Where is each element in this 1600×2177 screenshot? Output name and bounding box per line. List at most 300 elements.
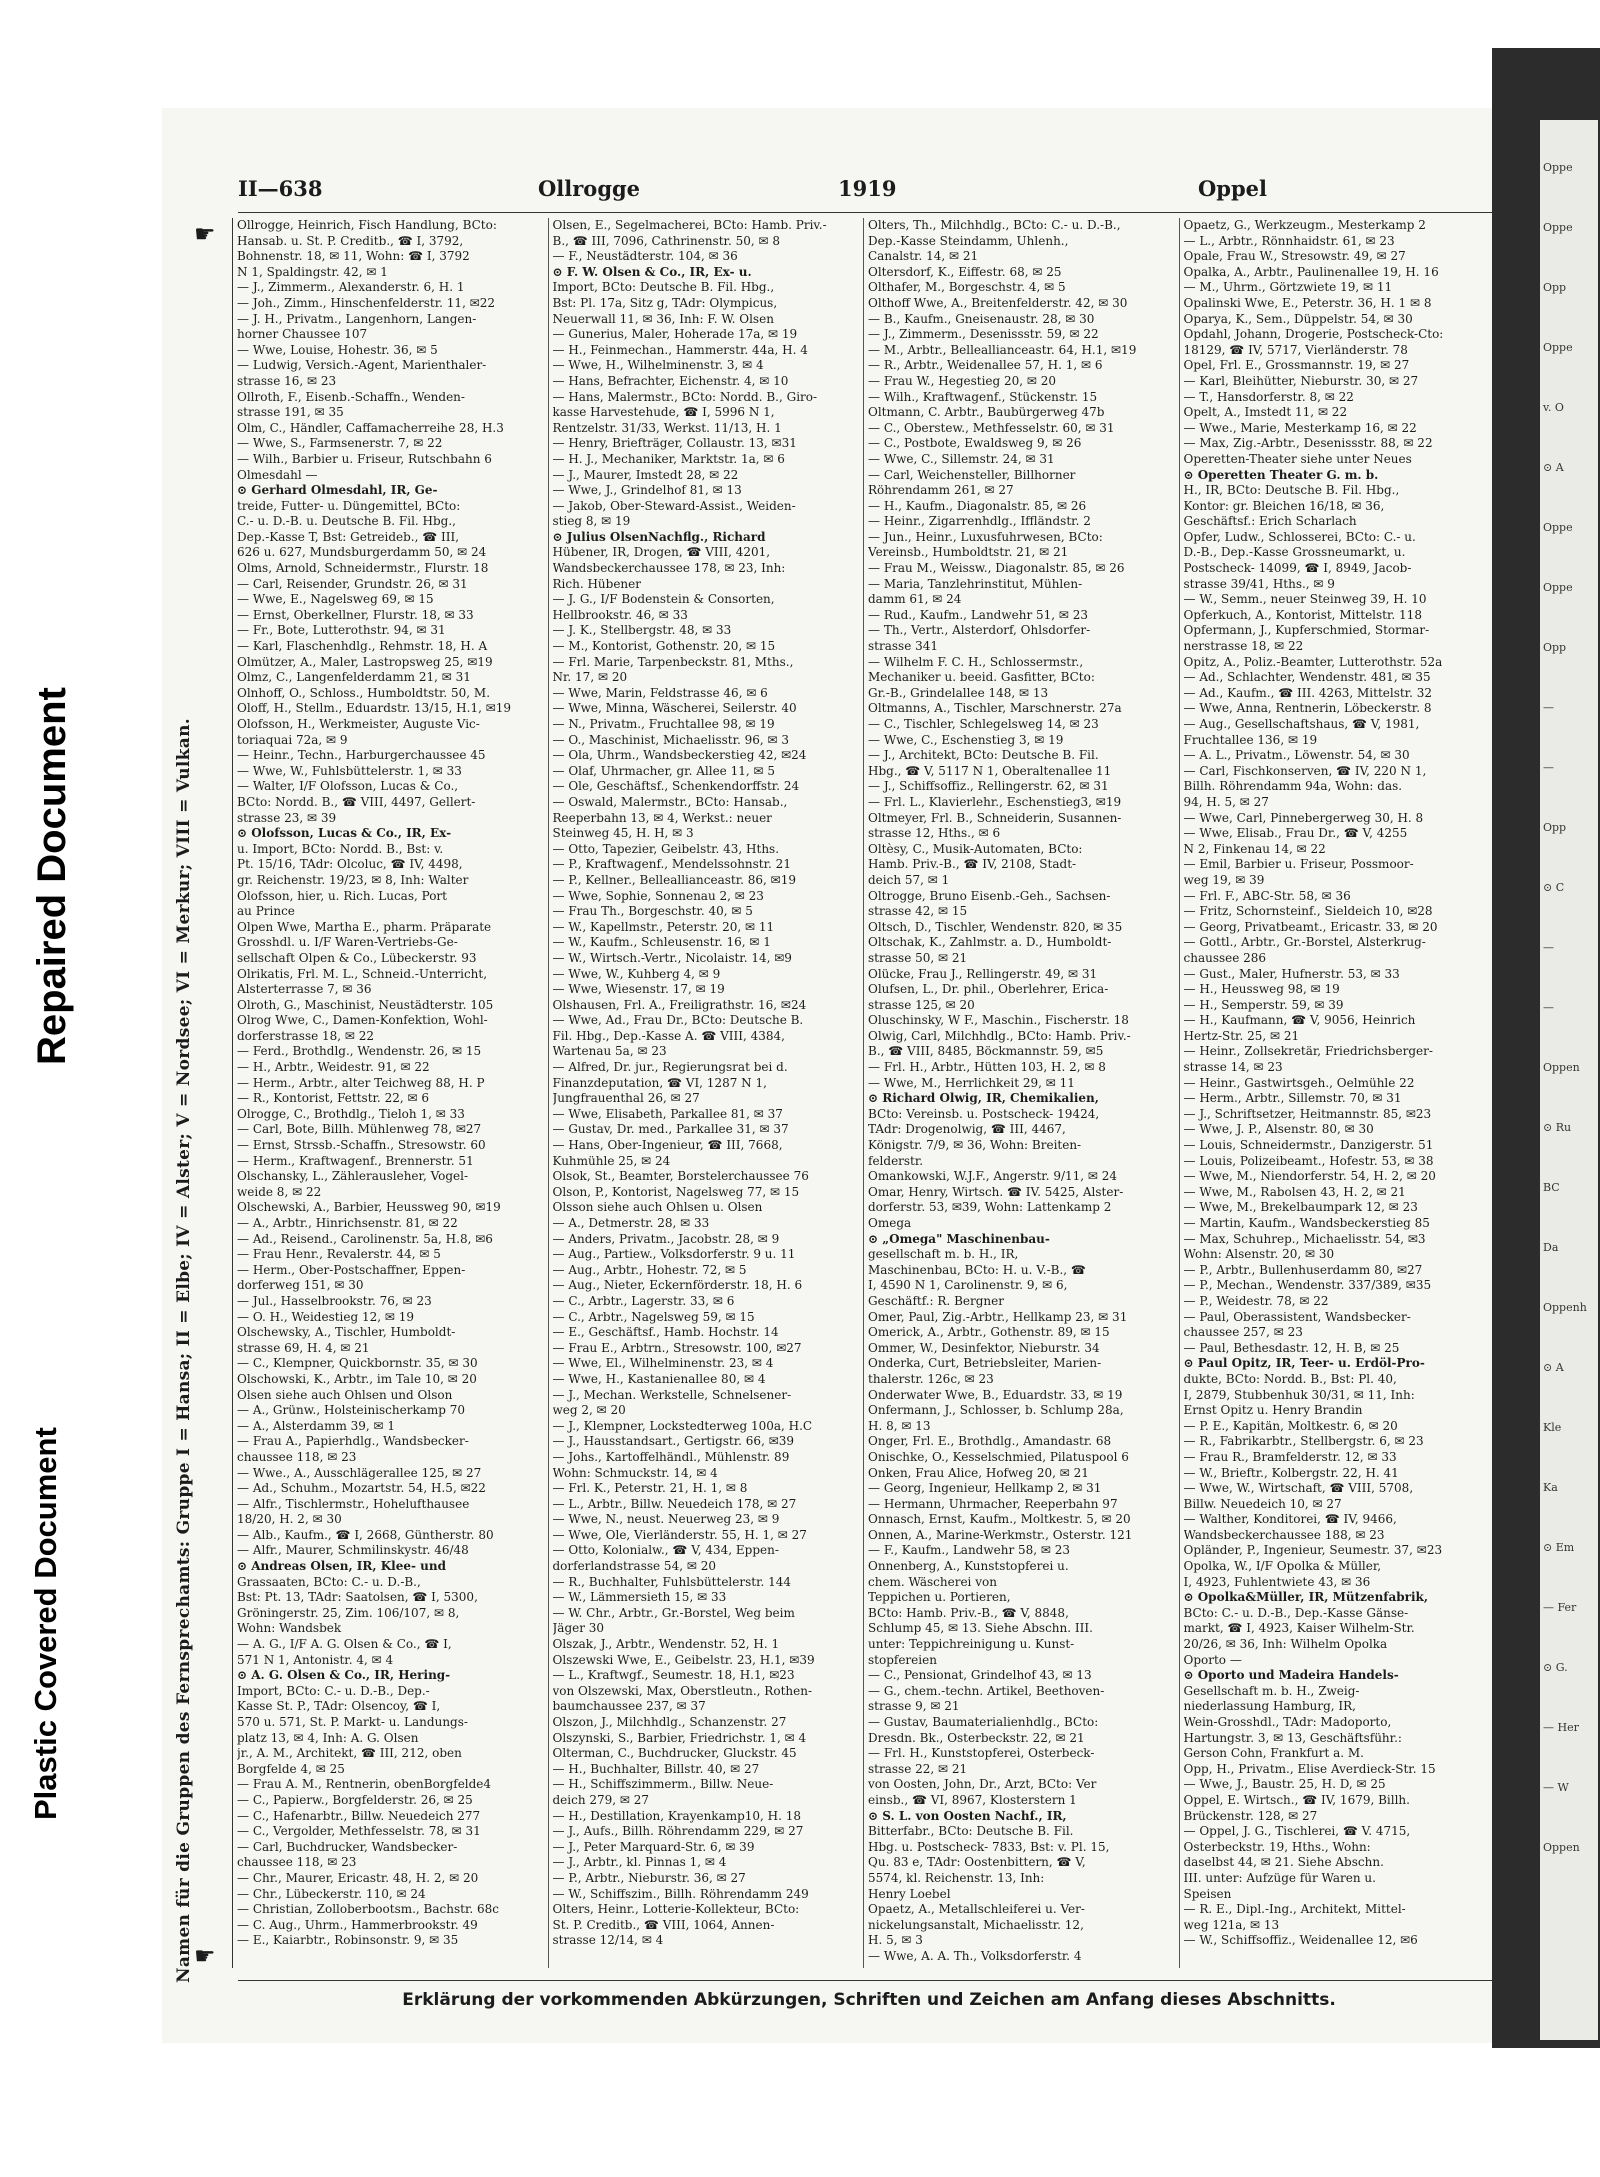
directory-entry: Oltèsy, C., Musik-Automaten, BCto: xyxy=(868,841,1083,856)
directory-entry: — Alb., Kaufm., ☎ I, 2668, Güntherstr. 80 xyxy=(237,1527,494,1542)
directory-entry: Oltschak, K., Zahlmstr. a. D., Humboldt- xyxy=(868,935,1112,950)
directory-entry: Olschowski, K., Arbtr., im Tale 10, ✉ 20 xyxy=(237,1371,477,1386)
directory-entry: Fil. Hbg., Dep.-Kasse A. ☎ VIII, 4384, xyxy=(552,1028,785,1043)
directory-entry: — M., Arbtr., Belleallianceastr. 64, H.1, ✉19 xyxy=(868,342,1137,357)
directory-entry: — J., Peter Marquard-Str. 6, ✉ 39 xyxy=(552,1839,755,1854)
directory-entry: Speisen xyxy=(1183,1886,1232,1901)
directory-entry: BCto: Hamb. Priv.-B., ☎ V, 8848, xyxy=(868,1605,1069,1620)
directory-entry: Olsok, St., Beamter, Borstelerchaussee 76 xyxy=(552,1169,809,1184)
directory-entry: Oltmeyer, Frl. B., Schneiderin, Susannen- xyxy=(868,810,1122,825)
directory-entry: — Wwe, H., Kastanienallee 80, ✉ 4 xyxy=(552,1371,766,1386)
directory-entry: N 1, Spaldingstr. 42, ✉ 1 xyxy=(237,264,388,279)
directory-entry: — H., Buchhalter, Billstr. 40, ✉ 27 xyxy=(552,1761,760,1776)
directory-entry: nerstrasse 18, ✉ 22 xyxy=(1183,639,1304,654)
directory-entry: III. unter: Aufzüge für Waren u. xyxy=(1183,1870,1376,1885)
directory-entry: ⊙ F. W. Olsen & Co., IR, Ex- u. xyxy=(552,264,752,279)
directory-entry: B., ☎ VIII, 8485, Böckmannstr. 59, ✉5 xyxy=(868,1044,1104,1059)
directory-entry: strasse 125, ✉ 20 xyxy=(868,997,975,1012)
directory-entry: I, 4590 N 1, Carolinenstr. 9, ✉ 6, xyxy=(868,1278,1068,1293)
directory-entry: Oloff, H., Stellm., Eduardstr. 13/15, H.1, ✉19 xyxy=(237,701,512,716)
directory-entry: Opelt, A., Imstedt 11, ✉ 22 xyxy=(1183,405,1348,420)
directory-entry: Jäger 30 xyxy=(552,1621,605,1636)
directory-entry: Hbg. u. Postscheck- 7833, Bst: v. Pl. 15, xyxy=(868,1839,1110,1854)
directory-entry: Hübener, IR, Drogen, ☎ VIII, 4201, xyxy=(552,545,771,560)
directory-entry: — Wwe, Elisab., Frau Dr., ☎ V, 4255 xyxy=(1183,826,1408,841)
directory-entry: von Olszewski, Max, Oberstleutn., Rothen- xyxy=(552,1683,813,1698)
directory-entry: — Wwe, El., Wilhelminenstr. 23, ✉ 4 xyxy=(552,1356,774,1371)
directory-entry: — L., Arbtr., Rönnhaidstr. 61, ✉ 23 xyxy=(1183,233,1395,248)
directory-entry: Oporto — xyxy=(1183,1652,1242,1667)
directory-entry: Oltrogge, Bruno Eisenb.-Geh., Sachsen- xyxy=(868,888,1111,903)
directory-entry: — Ad., Schuhm., Mozartstr. 54, H.5, ✉22 xyxy=(237,1481,486,1496)
directory-entry: Olszon, J., Milchhdlg., Schanzenstr. 27 xyxy=(552,1715,787,1729)
directory-entry: Olszewski Wwe, E., Geibelstr. 23, H.1, ✉39 xyxy=(552,1652,815,1667)
directory-entry: Onischke, O., Kesselschmied, Pilatuspool 6 xyxy=(868,1449,1129,1464)
directory-entry: Teppichen u. Portieren, xyxy=(868,1590,1011,1605)
directory-entry: Gröningerstr. 25, Zim. 106/107, ✉ 8, xyxy=(237,1605,460,1620)
directory-entry: — Wwe, W., Fuhlsbüttelerstr. 1, ✉ 33 xyxy=(237,763,462,778)
directory-entry: chaussee 257, ✉ 23 xyxy=(1183,1325,1303,1340)
directory-entry: — Frau M., Weissw., Diagonalstr. 85, ✉ 26 xyxy=(868,561,1125,576)
directory-entry: Opfermann, J., Kupferschmied, Stormar- xyxy=(1183,623,1430,638)
directory-entry: Olshausen, Frl. A., Freiligrathstr. 16, ✉24 xyxy=(552,997,807,1012)
directory-entry: Wohn: Alsenstr. 20, ✉ 30 xyxy=(1183,1247,1335,1262)
directory-entry: Billw. Neuedeich 10, ✉ 27 xyxy=(1183,1496,1342,1511)
directory-entry: Jungfrauenthal 26, ✉ 27 xyxy=(552,1091,700,1106)
directory-entry: Bitterfabr., BCto: Deutsche B. Fil. xyxy=(868,1824,1074,1839)
directory-entry: — W., Brieftr., Kolbergstr. 22, H. 41 xyxy=(1183,1465,1399,1480)
directory-entry: — A., Grünw., Holsteinischerkamp 70 xyxy=(237,1403,466,1418)
directory-entry: strasse 69, H. 4, ✉ 21 xyxy=(237,1340,370,1355)
directory-entry: — C., Tischler, Schlegelsweg 14, ✉ 23 xyxy=(868,717,1099,731)
directory-entry: Geschäftsf.: Erich Scharlach xyxy=(1183,514,1357,529)
adjacent-page-entry: Oppe xyxy=(1543,161,1573,174)
directory-entry: — R. E., Dipl.-Ing., Architekt, Mittel- xyxy=(1183,1902,1406,1917)
directory-entry: — Wwe, Marin, Feldstrasse 46, ✉ 6 xyxy=(552,685,768,700)
directory-entry: Olwig, Carl, Milchhdlg., BCto: Hamb. Priv.- xyxy=(868,1028,1131,1043)
directory-entry: — Olaf, Uhrmacher, gr. Allee 11, ✉ 5 xyxy=(552,763,775,778)
directory-entry: — Fr., Bote, Lutterothstr. 94, ✉ 31 xyxy=(237,623,446,638)
directory-columns xyxy=(232,218,1494,1968)
directory-entry: H. 5, ✉ 3 xyxy=(868,1933,923,1948)
directory-entry: — Hans, Befrachter, Eichenstr. 4, ✉ 10 xyxy=(552,373,789,388)
directory-entry: — Herm., Arbtr., alter Teichweg 88, H. P xyxy=(237,1075,485,1090)
repaired-document-label: Repaired Document xyxy=(30,687,74,1065)
directory-entry: — J., Arbtr., kl. Pinnas 1, ✉ 4 xyxy=(552,1855,727,1870)
directory-entry: H. 8, ✉ 13 xyxy=(868,1418,931,1433)
directory-entry: dukte, BCto: Nordd. B., Bst: Pl. 40, xyxy=(1183,1371,1397,1386)
directory-entry: — Fritz, Schornsteinf., Sieldeich 10, ✉28 xyxy=(1183,904,1433,919)
directory-entry: — Johs., Kartoffelhändl., Mühlenstr. 89 xyxy=(552,1449,790,1464)
directory-entry: Ernst Opitz u. Henry Brandin xyxy=(1183,1403,1363,1418)
directory-entry: — Wwe, Anna, Rentnerin, Löbeckerstr. 8 xyxy=(1183,701,1432,716)
directory-entry: — R., Fabrikarbtr., Stellbergstr. 6, ✉ 23 xyxy=(1183,1434,1424,1449)
adjacent-page-entry: Da xyxy=(1543,1241,1559,1254)
page-reference: II—638 xyxy=(238,176,323,201)
adjacent-page-entry: — Her xyxy=(1543,1721,1579,1734)
directory-entry: — Alfr., Maurer, Schmilinskystr. 46/48 xyxy=(237,1543,469,1558)
adjacent-page-entry: — xyxy=(1543,761,1554,774)
directory-entry: strasse 50, ✉ 21 xyxy=(868,950,968,965)
directory-entry: — Heinr., Techn., Harburgerchaussee 45 xyxy=(237,748,486,763)
directory-entry: — Rud., Kaufm., Landwehr 51, ✉ 23 xyxy=(868,607,1089,622)
directory-entry: — A., Arbtr., Hinrichsenstr. 81, ✉ 22 xyxy=(237,1216,458,1230)
directory-entry: strasse 16, ✉ 23 xyxy=(237,373,337,388)
directory-entry: Osterbeckstr. 19, Hths., Wohn: xyxy=(1183,1839,1371,1854)
directory-entry: — P., Mechan., Wendenstr. 337/389, ✉35 xyxy=(1183,1278,1432,1293)
adjacent-page-entry: — Fer xyxy=(1543,1601,1577,1614)
directory-entry: — O. H., Weidestieg 12, ✉ 19 xyxy=(237,1309,415,1324)
directory-entry: Gerson Cohn, Frankfurt a. M. xyxy=(1183,1746,1364,1761)
directory-entry: — Frl. H., Kunststopferei, Osterbeck- xyxy=(868,1746,1095,1761)
directory-entry: — C., Hafenarbtr., Billw. Neuedeich 277 xyxy=(237,1808,481,1823)
directory-entry: ⊙ Richard Olwig, IR, Chemikalien, xyxy=(868,1091,1099,1106)
directory-entry: markt, ☎ I, 4923, Kaiser Wilhelm-Str. xyxy=(1183,1621,1415,1636)
directory-entry: ⊙ A. G. Olsen & Co., IR, Hering- xyxy=(237,1668,451,1683)
directory-entry: Oparya, K., Sem., Düppelstr. 54, ✉ 30 xyxy=(1183,311,1413,326)
directory-entry: — Frl. L., Klavierlehr., Eschenstieg3, ✉19 xyxy=(868,794,1122,809)
directory-entry: — H., Schiffszimmerm., Billw. Neue- xyxy=(552,1777,774,1792)
directory-entry: gesellschaft m. b. H., IR, xyxy=(868,1247,1019,1262)
directory-entry: Fruchtallee 136, ✉ 19 xyxy=(1183,732,1318,747)
directory-entry: Olschewsky, A., Tischler, Humboldt- xyxy=(237,1325,456,1340)
directory-entry: — P., Weidestr. 78, ✉ 22 xyxy=(1183,1293,1329,1308)
directory-entry: — Wwe, M., Niendorferstr. 54, H. 2, ✉ 20 xyxy=(1183,1169,1436,1184)
directory-entry: — Max, Zig.-Arbtr., Desenissstr. 88, ✉ 22 xyxy=(1183,436,1433,451)
directory-entry: — H., Feinmechan., Hammerstr. 44a, H. 4 xyxy=(552,342,808,357)
directory-entry: strasse 23, ✉ 39 xyxy=(237,810,337,825)
directory-entry: — J., Hausstandsart., Gertigstr. 66, ✉39 xyxy=(552,1434,795,1449)
directory-entry: — H., Kaufmann, ☎ V, 9056, Heinrich xyxy=(1183,1013,1416,1028)
directory-entry: Röhrendamm 261, ✉ 27 xyxy=(868,483,1014,498)
directory-entry: niederlassung Hamburg, IR, xyxy=(1183,1699,1356,1714)
adjacent-page-entry: ⊙ A xyxy=(1543,1361,1564,1374)
directory-entry: Opp, H., Privatm., Elise Averdieck-Str. 15 xyxy=(1183,1761,1436,1776)
directory-entry: — T., Hansdorferstr. 8, ✉ 22 xyxy=(1183,389,1354,404)
directory-entry: — J., Mechan. Werkstelle, Schnelsener- xyxy=(552,1387,792,1402)
directory-entry: Olsen, E., Segelmacherei, BCto: Hamb. Priv.- xyxy=(552,218,827,232)
directory-entry: Onger, Frl. E., Brothdlg., Amandastr. 68 xyxy=(868,1434,1112,1449)
directory-entry: — Wwe, Wiesenstr. 17, ✉ 19 xyxy=(552,982,725,997)
directory-entry: — M., Kontorist, Gothenstr. 20, ✉ 15 xyxy=(552,639,776,654)
directory-entry: D.-B., Dep.-Kasse Grossneumarkt, u. xyxy=(1183,545,1406,560)
directory-entry: — Georg, Ingenieur, Hellkamp 2, ✉ 31 xyxy=(868,1481,1102,1496)
directory-entry: Olters, Heinr., Lotterie-Kollekteur, BCto: xyxy=(552,1902,800,1917)
directory-entry: Borgfelde 4, ✉ 25 xyxy=(237,1761,345,1776)
directory-entry: Qu. 83 e, TAdr: Oostenbittern, ☎ V, xyxy=(868,1855,1086,1870)
directory-entry: — R., Kontorist, Fettstr. 22, ✉ 6 xyxy=(237,1091,429,1106)
directory-entry: — C. Aug., Uhrm., Hammerbrookstr. 49 xyxy=(237,1917,478,1932)
adjacent-page-entry: Oppe xyxy=(1543,581,1573,594)
directory-entry: — Frau Henr., Revalerstr. 44, ✉ 5 xyxy=(237,1247,441,1262)
directory-entry: Opitz, A., Poliz.-Beamter, Lutterothstr. 52a xyxy=(1183,654,1443,669)
directory-entry: — Henry, Briefträger, Collaustr. 13, ✉31 xyxy=(552,436,797,451)
directory-entry: — Ola, Uhrm., Wandsbeckerstieg 42, ✉24 xyxy=(552,748,807,763)
directory-entry: — Hans, Ober-Ingenieur, ☎ III, 7668, xyxy=(552,1138,783,1153)
directory-column xyxy=(1179,218,1495,1968)
directory-entry: — O., Maschinist, Michaelisstr. 96, ✉ 3 xyxy=(552,732,790,747)
directory-entry: au Prince xyxy=(237,904,295,919)
directory-entry: Olms, Arnold, Schneidermstr., Flurstr. 18 xyxy=(237,561,489,576)
adjacent-page-text xyxy=(1540,120,1598,2040)
directory-entry: — Georg, Privatbeamt., Ericastr. 33, ✉ 20 xyxy=(1183,919,1438,934)
directory-entry: damm 61, ✉ 24 xyxy=(868,592,962,607)
directory-entry: — J., Zimmerm., Alexanderstr. 6, H. 1 xyxy=(237,280,465,295)
directory-entry: — H., Heussweg 98, ✉ 19 xyxy=(1183,982,1340,997)
directory-entry: — Anders, Privatm., Jacobstr. 28, ✉ 9 xyxy=(552,1231,780,1246)
directory-entry: Opferkuch, A., Kontorist, Mittelstr. 118 xyxy=(1183,607,1422,622)
directory-entry: weg 2, ✉ 20 xyxy=(552,1403,626,1418)
directory-entry: Import, BCto: Deutsche B. Fil. Hbg., xyxy=(552,280,775,295)
directory-entry: — P., Kellner., Belleallianceastr. 86, ✉19 xyxy=(552,872,796,887)
abbreviation-note: Erklärung der vorkommenden Abkürzungen, Schriften und Zeichen am Anfang dieses Abschnitts. xyxy=(402,1990,1336,2010)
directory-entry: — Wwe, C., Eschenstieg 3, ✉ 19 xyxy=(868,732,1064,747)
directory-entry: — Wwe, C., Sillemstr. 24, ✉ 31 xyxy=(868,451,1055,466)
directory-entry: I, 2879, Stubbenhuk 30/31, ✉ 11, Inh: xyxy=(1183,1387,1415,1402)
directory-entry: — Maria, Tanzlehrinstitut, Mühlen- xyxy=(868,576,1083,591)
directory-entry: weg 121a, ✉ 13 xyxy=(1183,1917,1280,1932)
directory-entry: — W., Lämmersieth 15, ✉ 33 xyxy=(552,1590,727,1605)
adjacent-page-entry: Oppe xyxy=(1543,521,1573,534)
directory-entry: — L., Arbtr., Billw. Neuedeich 178, ✉ 27 xyxy=(552,1496,797,1511)
directory-entry: N 2, Finkenau 14, ✉ 22 xyxy=(1183,841,1326,856)
directory-entry: Vereinsb., Humboldtstr. 21, ✉ 21 xyxy=(868,545,1069,560)
directory-entry: — A. G., I/F A. G. Olsen & Co., ☎ I, xyxy=(237,1637,452,1652)
directory-entry: 94, H. 5, ✉ 27 xyxy=(1183,794,1269,809)
directory-entry: — Paul, Bethesdastr. 12, H. B, ✉ 25 xyxy=(1183,1340,1400,1355)
directory-entry: Olrikatis, Frl. M. L., Schneid.-Unterricht, xyxy=(237,966,488,981)
adjacent-page-entry: Oppe xyxy=(1543,221,1573,234)
directory-entry: — C., Arbtr., Lagerstr. 33, ✉ 6 xyxy=(552,1293,735,1308)
directory-entry: dorferstrasse 18, ✉ 22 xyxy=(237,1028,375,1043)
directory-entry: Wandsbeckerchaussee 188, ✉ 23 xyxy=(1183,1527,1385,1542)
directory-entry: — Wilh., Barbier u. Friseur, Rutschbahn 6 xyxy=(237,451,492,466)
directory-entry: — H. J., Mechaniker, Marktstr. 1a, ✉ 6 xyxy=(552,451,785,466)
directory-entry: — Walter, I/F Olofsson, Lucas & Co., xyxy=(237,779,459,794)
adjacent-page-entry: v. O xyxy=(1543,401,1564,414)
directory-entry: — J., Schiffsoffiz., Rellingerstr. 62, ✉ 31 xyxy=(868,779,1109,794)
directory-entry: — Otto, Tapezier, Geibelstr. 43, Hths. xyxy=(552,841,780,856)
directory-entry: Ollrogge, Heinrich, Fisch Handlung, BCto: xyxy=(237,218,497,232)
directory-entry: — Wwe, M., Brekelbaumpark 12, ✉ 23 xyxy=(1183,1200,1418,1215)
directory-entry: — Ole, Geschäftsf., Schenkendorffstr. 24 xyxy=(552,779,800,794)
directory-entry: Olofsson, hier, u. Rich. Lucas, Port xyxy=(237,888,447,903)
directory-entry: — W., Kaufm., Schleusenstr. 16, ✉ 1 xyxy=(552,935,771,950)
directory-entry: Wein-Grosshdl., TAdr: Madoporto, xyxy=(1183,1715,1392,1729)
directory-entry: — C., Pensionat, Grindelhof 43, ✉ 13 xyxy=(868,1668,1092,1683)
directory-entry: ⊙ „Omega" Maschinenbau- xyxy=(868,1231,1050,1246)
directory-entry: — W. Chr., Arbtr., Gr.-Borstel, Weg beim xyxy=(552,1605,795,1620)
directory-entry: Onderka, Curt, Betriebsleiter, Marien- xyxy=(868,1356,1102,1371)
directory-entry: 571 N 1, Antonistr. 4, ✉ 4 xyxy=(237,1652,394,1667)
last-entry-name: Oppel xyxy=(1198,176,1267,201)
directory-entry: — Louis, Schneidermstr., Danzigerstr. 51 xyxy=(1183,1138,1434,1153)
directory-entry: Brückenstr. 128, ✉ 27 xyxy=(1183,1808,1318,1823)
directory-entry: — B., Kaufm., Gneisenaustr. 28, ✉ 30 xyxy=(868,311,1095,326)
directory-entry: Onnen, A., Marine-Werkmstr., Osterstr. 121 xyxy=(868,1527,1133,1542)
directory-entry: — Ad., Kaufm., ☎ III. 4263, Mittelstr. 32 xyxy=(1183,685,1433,700)
header-rule xyxy=(238,212,1500,213)
adjacent-page-entry: Oppe xyxy=(1543,341,1573,354)
directory-entry: — Wwe, Carl, Pinnebergerweg 30, H. 8 xyxy=(1183,810,1424,825)
directory-entry: — R., Arbtr., Weidenallee 57, H. 1, ✉ 6 xyxy=(868,358,1103,373)
directory-entry: Neuerwall 11, ✉ 36, Inh: F. W. Olsen xyxy=(552,311,774,326)
directory-entry: — Wwe, M., Rabolsen 43, H. 2, ✉ 21 xyxy=(1183,1184,1406,1199)
directory-entry: chem. Wäscherei von xyxy=(868,1574,997,1589)
directory-entry: — Walther, Konditorei, ☎ IV, 9466, xyxy=(1183,1512,1397,1527)
directory-entry: — W., Kapellmstr., Peterstr. 20, ✉ 11 xyxy=(552,919,775,934)
directory-entry: kasse Harvestehude, ☎ I, 5996 N 1, xyxy=(552,405,775,420)
directory-entry: dorferweg 151, ✉ 30 xyxy=(237,1278,364,1293)
directory-entry: — Frl. H., Arbtr., Hütten 103, H. 2, ✉ 8 xyxy=(868,1060,1106,1075)
directory-entry: Hansab. u. St. P. Creditb., ☎ I, 3792, xyxy=(237,233,464,248)
directory-entry: Bst: Pt. 13, TAdr: Saatolsen, ☎ I, 5300, xyxy=(237,1590,478,1605)
directory-entry: dorferstr. 53, ✉39, Wohn: Lattenkamp 2 xyxy=(868,1200,1112,1215)
directory-entry: — A., Alsterdamm 39, ✉ 1 xyxy=(237,1418,396,1433)
directory-entry: — Carl, Reisender, Grundstr. 26, ✉ 31 xyxy=(237,576,468,591)
directory-entry: — A., Detmerstr. 28, ✉ 33 xyxy=(552,1216,710,1230)
directory-entry: — W., Wirtsch.-Vertr., Nicolaistr. 14, ✉9 xyxy=(552,950,792,965)
directory-entry: — Wwe, J., Baustr. 25, H. D, ✉ 25 xyxy=(1183,1777,1386,1792)
directory-entry: — Wwe, Ole, Vierländerstr. 55, H. 1, ✉ 27 xyxy=(552,1527,807,1542)
directory-entry: — Heinr., Zollsekretär, Friedrichsberger- xyxy=(1183,1044,1433,1059)
directory-entry: — Ad., Reisend., Carolinenstr. 5a, H.8, ✉6 xyxy=(237,1231,493,1246)
directory-entry: Königstr. 7/9, ✉ 36, Wohn: Breiten- xyxy=(868,1138,1082,1153)
directory-entry: — H., Arbtr., Weidestr. 91, ✉ 22 xyxy=(237,1060,430,1075)
directory-entry: toriaquai 72a, ✉ 9 xyxy=(237,732,348,747)
directory-entry: — Wwe, Minna, Wäscherei, Seilerstr. 40 xyxy=(552,701,797,716)
directory-entry: Olücke, Frau J., Rellingerstr. 49, ✉ 31 xyxy=(868,966,1098,981)
directory-entry: Hellbrookstr. 46, ✉ 33 xyxy=(552,607,688,622)
directory-entry: — J., Klempner, Lockstedterweg 100a, H.C xyxy=(552,1418,813,1433)
directory-entry: stopfereien xyxy=(868,1652,937,1667)
directory-entry: — J., Architekt, BCto: Deutsche B. Fil. xyxy=(868,748,1099,763)
directory-entry: deich 279, ✉ 27 xyxy=(552,1792,650,1807)
directory-entry: — Aug., Nieter, Eckernförderstr. 18, H. 6 xyxy=(552,1278,803,1293)
directory-entry: — Ernst, Strssb.-Schaffn., Stresowstr. 60 xyxy=(237,1138,486,1153)
directory-entry: — Oppel, J. G., Tischlerei, ☎ V. 4715, xyxy=(1183,1824,1411,1839)
directory-entry: — C., Postbote, Ewaldsweg 9, ✉ 26 xyxy=(868,436,1082,451)
directory-entry: Wandsbeckerchaussee 178, ✉ 23, Inh: xyxy=(552,561,786,576)
directory-entry: — F., Neustädterstr. 104, ✉ 36 xyxy=(552,249,738,264)
directory-entry: Olnhoff, O., Schloss., Humboldtstr. 50, M. xyxy=(237,685,491,700)
directory-entry: strasse 12, Hths., ✉ 6 xyxy=(868,826,1001,841)
directory-entry: Reeperbahn 13, ✉ 4, Werkst.: neuer xyxy=(552,810,772,825)
directory-entry: — P., Arbtr., Bullenhuserdamm 80, ✉27 xyxy=(1183,1262,1423,1277)
directory-entry: Opolka, W., I/F Opolka & Müller, xyxy=(1183,1559,1382,1574)
directory-entry: — Max, Schuhrep., Michaelisstr. 54, ✉3 xyxy=(1183,1231,1426,1246)
adjacent-page-entry: — xyxy=(1543,941,1554,954)
directory-entry: Steinweg 45, H. H, ✉ 3 xyxy=(552,826,694,841)
directory-entry: thalerstr. 126c, ✉ 23 xyxy=(868,1371,994,1386)
directory-entry: — Frau R., Bramfelderstr. 12, ✉ 33 xyxy=(1183,1449,1397,1464)
directory-entry: ⊙ Olofsson, Lucas & Co., IR, Ex- xyxy=(237,826,452,841)
directory-entry: Olszynski, S., Barbier, Friedrichstr. 1, ✉ 4 xyxy=(552,1730,807,1745)
directory-entry: Grassaaten, BCto: C.- u. D.-B., xyxy=(237,1574,421,1589)
directory-entry: u. Import, BCto: Nordd. B., Bst: v. xyxy=(237,841,444,856)
directory-entry: — Wwe, E., Nagelsweg 69, ✉ 15 xyxy=(237,592,434,607)
directory-entry: Wartenau 5a, ✉ 23 xyxy=(552,1044,667,1059)
directory-entry: Ommer, W., Desinfektor, Nieburstr. 34 xyxy=(868,1340,1100,1355)
directory-column xyxy=(863,218,1179,1968)
directory-entry: Omar, Henry, Wirtsch. ☎ IV. 5425, Alster- xyxy=(868,1184,1124,1199)
directory-entry: Dep.-Kasse T, Bst: Getreideb., ☎ III, xyxy=(237,529,460,544)
directory-entry: — Carl, Weichensteller, Billhorner xyxy=(868,467,1076,482)
directory-entry: — Herm., Arbtr., Sillemstr. 70, ✉ 31 xyxy=(1183,1091,1402,1106)
directory-entry: Opalka, A., Arbtr., Paulinenallee 19, H. 16 xyxy=(1183,264,1439,279)
directory-entry: Opalinski Wwe, E., Peterstr. 36, H. 1 ✉ 8 xyxy=(1183,295,1432,310)
directory-entry: einsb., ☎ VI, 8967, Klosterstern 1 xyxy=(868,1792,1077,1807)
directory-entry: — Martin, Kaufm., Wandsbeckerstieg 85 xyxy=(1183,1216,1430,1230)
directory-entry: gr. Reichenstr. 19/23, ✉ 8, Inh: Walter xyxy=(237,872,469,887)
directory-entry: Omerick, A., Arbtr., Gothenstr. 89, ✉ 15 xyxy=(868,1325,1110,1340)
directory-entry: Olschewski, A., Barbier, Heussweg 90, ✉19 xyxy=(237,1200,501,1215)
directory-entry: — Frau E., Arbtrn., Stresowstr. 100, ✉27 xyxy=(552,1340,802,1355)
directory-entry: — Aug., Arbtr., Hohestr. 72, ✉ 5 xyxy=(552,1262,747,1277)
directory-entry: Kontor: gr. Bleichen 16/18, ✉ 36, xyxy=(1183,498,1385,513)
directory-entry: weg 19, ✉ 39 xyxy=(1183,872,1265,887)
directory-entry: Hbg., ☎ V, 5117 N 1, Oberaltenallee 11 xyxy=(868,763,1112,778)
directory-entry: TAdr: Drogenolwig, ☎ III, 4467, xyxy=(868,1122,1066,1137)
directory-entry: — Gustav, Baumaterialienhdlg., BCto: xyxy=(868,1715,1099,1729)
directory-entry: jr., A. M., Architekt, ☎ III, 212, oben xyxy=(237,1746,462,1761)
directory-entry: — Frl. Marie, Tarpenbeckstr. 81, Mths., xyxy=(552,654,794,669)
directory-entry: ⊙ S. L. von Oosten Nachf., IR, xyxy=(868,1808,1067,1823)
directory-entry: Olufsen, L., Dr. phil., Oberlehrer, Erica- xyxy=(868,982,1109,997)
directory-entry: von Oosten, John, Dr., Arzt, BCto: Ver xyxy=(868,1777,1097,1792)
directory-column xyxy=(548,218,864,1968)
directory-entry: Omankowski, W.J.F., Angerstr. 9/11, ✉ 24 xyxy=(868,1169,1118,1184)
directory-entry: — Wwe, Sophie, Sonnenau 2, ✉ 23 xyxy=(552,888,764,903)
directory-entry: — H., Destillation, Krayenkamp10, H. 18 xyxy=(552,1808,802,1823)
adjacent-page-entry: Opp xyxy=(1543,821,1567,834)
directory-entry: Alsterterrasse 7, ✉ 36 xyxy=(237,982,372,997)
directory-entry: ⊙ Paul Opitz, IR, Teer- u. Erdöl-Pro- xyxy=(1183,1356,1425,1371)
adjacent-page-entry: Oppen xyxy=(1543,1841,1580,1854)
directory-entry: — Ad., Schlachter, Wendenstr. 481, ✉ 35 xyxy=(1183,670,1431,685)
directory-entry: — Louis, Polizeibeamt., Hofestr. 53, ✉ 38 xyxy=(1183,1153,1434,1168)
directory-entry: — Gust., Maler, Hufnerstr. 53, ✉ 33 xyxy=(1183,966,1400,981)
adjacent-page-entry: Oppenh xyxy=(1543,1301,1587,1314)
directory-entry: Kasse St. P., TAdr: Olsencoy, ☎ I, xyxy=(237,1699,441,1714)
directory-entry: — Herm., Kraftwagenf., Brennerstr. 51 xyxy=(237,1153,474,1168)
directory-entry: — Oswald, Malermstr., BCto: Hansab., xyxy=(552,794,788,809)
directory-entry: Olpen Wwe, Martha E., pharm. Präparate xyxy=(237,919,492,934)
directory-entry: — W., Schiffszim., Billh. Röhrendamm 249 xyxy=(552,1886,809,1901)
directory-entry: C.- u. D.-B. u. Deutsche B. Fil. Hbg., xyxy=(237,514,456,529)
directory-entry: Olters, Th., Milchhdlg., BCto: C.- u. D.-B., xyxy=(868,218,1121,232)
directory-entry: — E., Kaiarbtr., Robinsonstr. 9, ✉ 35 xyxy=(237,1933,459,1948)
directory-entry: — H., Kaufm., Diagonalstr. 85, ✉ 26 xyxy=(868,498,1087,513)
adjacent-page-entry: Oppen xyxy=(1543,1061,1580,1074)
directory-entry: — Wwe., Marie, Mesterkamp 16, ✉ 22 xyxy=(1183,420,1417,435)
directory-entry: — Karl, Flaschenhdlg., Rehmstr. 18, H. A xyxy=(237,639,488,654)
directory-entry: — Jakob, Ober-Steward-Assist., Weiden- xyxy=(552,498,796,513)
telephone-group-banner: Namen für die Gruppen des Fernsprechamts: Gruppe I = Hansa; II = Elbe; IV = Alster; V = Nordsee; VI = Merkur; VIII = Vulkan. xyxy=(174,718,194,1983)
directory-entry: — W., Semm., neuer Steinweg 39, H. 10 xyxy=(1183,592,1427,607)
directory-entry: — Wwe, M., Herrlichkeit 29, ✉ 11 xyxy=(868,1075,1075,1090)
directory-entry: Opale, Frau W., Stresowstr. 49, ✉ 27 xyxy=(1183,249,1406,264)
directory-entry: — Wwe, J. P., Alsenstr. 80, ✉ 30 xyxy=(1183,1122,1374,1137)
adjacent-page-entry: Opp xyxy=(1543,281,1567,294)
directory-entry: — Hermann, Uhrmacher, Reeperbahn 97 xyxy=(868,1496,1118,1511)
directory-entry: BCto: Vereinsb. u. Postscheck- 19424, xyxy=(868,1106,1100,1121)
directory-entry: I, 4923, Fuhlentwiete 43, ✉ 36 xyxy=(1183,1574,1371,1589)
directory-entry: Nr. 17, ✉ 20 xyxy=(552,670,628,685)
directory-entry: Canalstr. 14, ✉ 21 xyxy=(868,249,979,264)
directory-entry: — R., Buchhalter, Fuhlsbüttelerstr. 144 xyxy=(552,1574,792,1589)
directory-entry: ⊙ Oporto und Madeira Handels- xyxy=(1183,1668,1399,1683)
